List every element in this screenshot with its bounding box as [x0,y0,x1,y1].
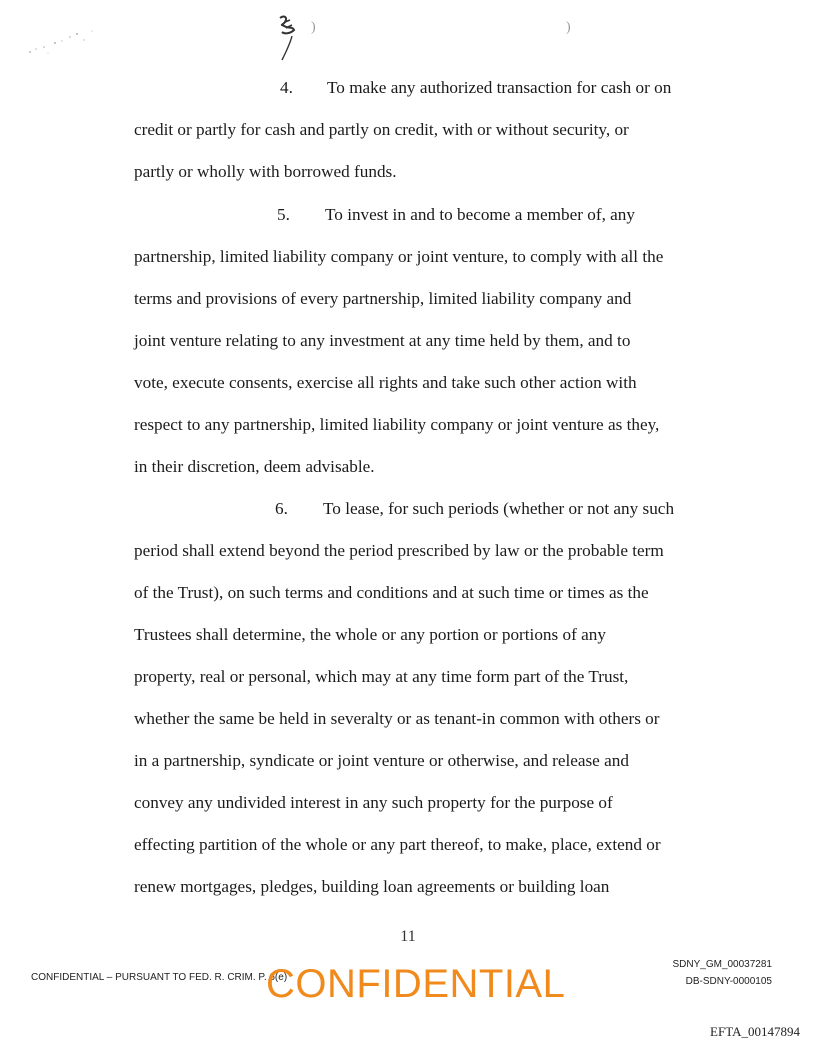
confidentiality-legend: CONFIDENTIAL – PURSUANT TO FED. R. CRIM. P. 6(e) [31,972,288,983]
paragraph-text: effecting partition of the whole or any part thereof, to make, place, extend or [134,835,661,854]
paragraph-number: 4. [280,78,293,97]
bates-number-secondary: DB-SDNY-0000105 [685,976,772,987]
paragraph-text: credit or partly for cash and partly on credit, with or without security, or [134,120,629,139]
paragraph-text: To invest in and to become a member of, any [325,205,635,224]
paragraph-text: renew mortgages, pledges, building loan agreements or building loan [134,877,610,896]
paragraph-text: respect to any partnership, limited liability company or joint venture as they, [134,415,660,434]
paragraph-text: To lease, for such periods (whether or not any such [323,499,675,518]
bates-number: SDNY_GM_00037281 [672,959,772,970]
paragraph-text: period shall extend beyond the period prescribed by law or the probable term [134,541,664,560]
paragraph-text: in their discretion, deem advisable. [134,457,375,476]
paragraph-number: 5. [277,205,290,224]
efta-identifier: EFTA_00147894 [710,1024,800,1039]
paragraph-text: of the Trust), on such terms and conditions and at such time or times as the [134,583,649,602]
paragraph-text: property, real or personal, which may at any time form part of the Trust, [134,667,629,686]
scan-speckle-marks [0,0,120,60]
paragraph-text: terms and provisions of every partnership, limited liability company and [134,289,632,308]
paragraph-text: whether the same be held in severalty or as tenant-in common with others or [134,709,660,728]
paragraph-text: in a partnership, syndicate or joint venture or otherwise, and release and [134,751,629,770]
paragraph-text: partly or wholly with borrowed funds. [134,162,397,181]
paragraph-text: Trustees shall determine, the whole or any portion or portions of any [134,625,606,644]
page-number: 11 [400,928,416,945]
paragraph-number: 6. [275,499,288,518]
paragraph-text: convey any undivided interest in any such property for the purpose of [134,793,613,812]
handwritten-initials-mark [272,12,302,67]
paragraph-text: joint venture relating to any investment at any time held by them, and to [134,331,631,350]
scan-mark: ) [311,20,316,35]
confidential-stamp: CONFIDENTIAL [266,962,566,1006]
paragraph-text: To make any authorized transaction for cash or on [327,78,672,97]
scan-mark: ) [566,20,571,35]
paragraph-text: partnership, limited liability company or joint venture, to comply with all the [134,247,664,266]
paragraph-text: vote, execute consents, exercise all rights and take such other action with [134,373,637,392]
